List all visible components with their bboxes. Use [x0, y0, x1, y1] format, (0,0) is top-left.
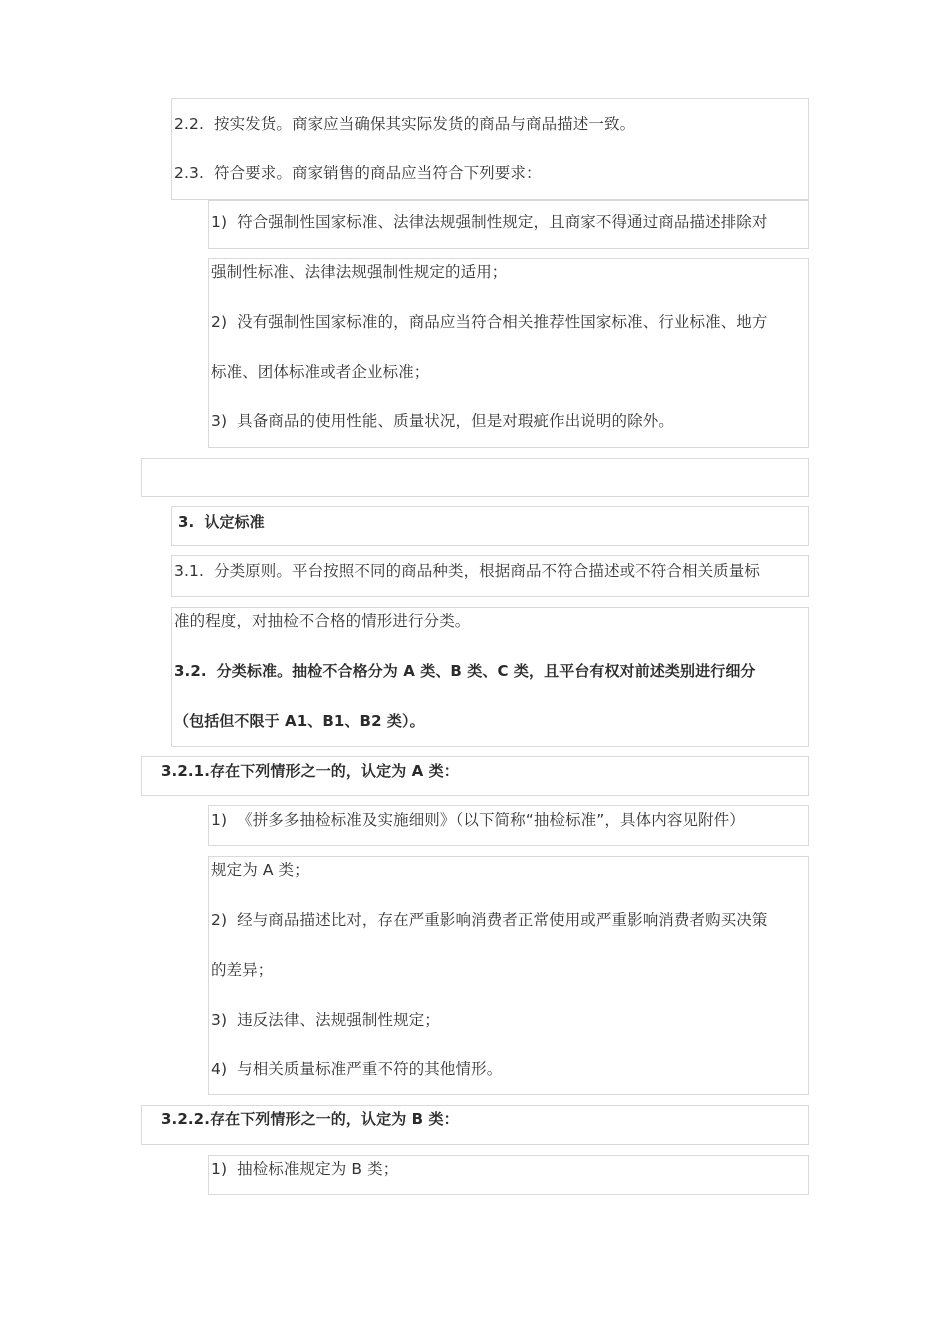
a-item-3 — [211, 1010, 440, 1030]
clause-text: 按实发货。商家应当确保其实际发货的商品与商品描述一致。 — [213, 115, 636, 133]
item-number: 1) — [211, 213, 228, 231]
item-text: 没有强制性国家标准的，商品应当符合相关推荐性国家标准、行业标准、地方 — [237, 313, 768, 331]
clause-2-3 — [174, 163, 542, 183]
requirement-2-line1 — [211, 312, 768, 332]
a-item-1-line2: 规定为 A 类； — [211, 861, 310, 879]
item-text: 具备商品的使用性能、质量状况，但是对瑕疵作出说明的除外。 — [237, 412, 674, 430]
clause-3-2-line2: （包括但不限于 A1、B1、B2 类）。 — [174, 712, 425, 730]
section-title: 认定标准 — [204, 513, 265, 531]
item-text: 与相关质量标准严重不符的其他情形。 — [237, 1060, 503, 1078]
item-number: 3) — [211, 412, 228, 430]
cell-empty — [141, 458, 809, 497]
requirement-1-line1 — [211, 212, 768, 232]
clause-2-2 — [174, 114, 635, 134]
a-item-4 — [211, 1059, 502, 1079]
item-text: 《拼多多抽检标准及实施细则》（以下简称“抽检标准”，具体内容见附件） — [237, 811, 745, 829]
clause-number: 3.1. — [174, 562, 204, 580]
cell-section-3 — [171, 506, 809, 546]
clause-text: 分类原则。平台按照不同的商品种类，根据商品不符合描述或不符合相关质量标 — [213, 562, 760, 580]
item-text: 违反法律、法规强制性规定； — [237, 1011, 440, 1029]
clause-number: 2.3. — [174, 164, 204, 182]
section-number: 3. — [178, 513, 195, 531]
clause-3-2-line1 — [174, 661, 756, 681]
requirement-3 — [211, 411, 674, 431]
b-item-1 — [211, 1159, 398, 1179]
item-number: 2) — [211, 313, 228, 331]
clause-number: 2.2. — [174, 115, 204, 133]
item-text: 经与商品描述比对，存在严重影响消费者正常使用或严重影响消费者购买决策 — [237, 911, 768, 929]
section-3-heading — [178, 512, 265, 532]
requirement-2-line2: 标准、团体标准或者企业标准； — [211, 363, 430, 381]
a-item-2-line1 — [211, 910, 768, 930]
requirement-1-line2: 强制性标准、法律法规强制性规定的适用； — [211, 263, 508, 281]
a-item-1-line1 — [211, 810, 745, 830]
item-text: 抽检标准规定为 B 类； — [237, 1160, 399, 1178]
clause-text: 分类标准。抽检不合格分为 A 类、B 类、C 类，且平台有权对前述类别进行细分 — [216, 662, 756, 680]
clause-3-1-line1 — [174, 561, 760, 581]
item-number: 1) — [211, 1160, 228, 1178]
clause-3-2-2: 3.2.2.存在下列情形之一的，认定为 B 类： — [161, 1110, 459, 1128]
clause-number: 3.2. — [174, 662, 207, 680]
item-number: 4) — [211, 1060, 228, 1078]
clause-text: 符合要求。商家销售的商品应当符合下列要求： — [213, 164, 542, 182]
item-number: 1) — [211, 811, 228, 829]
a-item-2-line2: 的差异； — [211, 961, 274, 979]
clause-3-2-1: 3.2.1.存在下列情形之一的，认定为 A 类： — [161, 762, 459, 780]
item-number: 3) — [211, 1011, 228, 1029]
clause-3-1-line2: 准的程度，对抽检不合格的情形进行分类。 — [174, 612, 471, 630]
item-number: 2) — [211, 911, 228, 929]
item-text: 符合强制性国家标准、法律法规强制性规定，且商家不得通过商品描述排除对 — [237, 213, 768, 231]
